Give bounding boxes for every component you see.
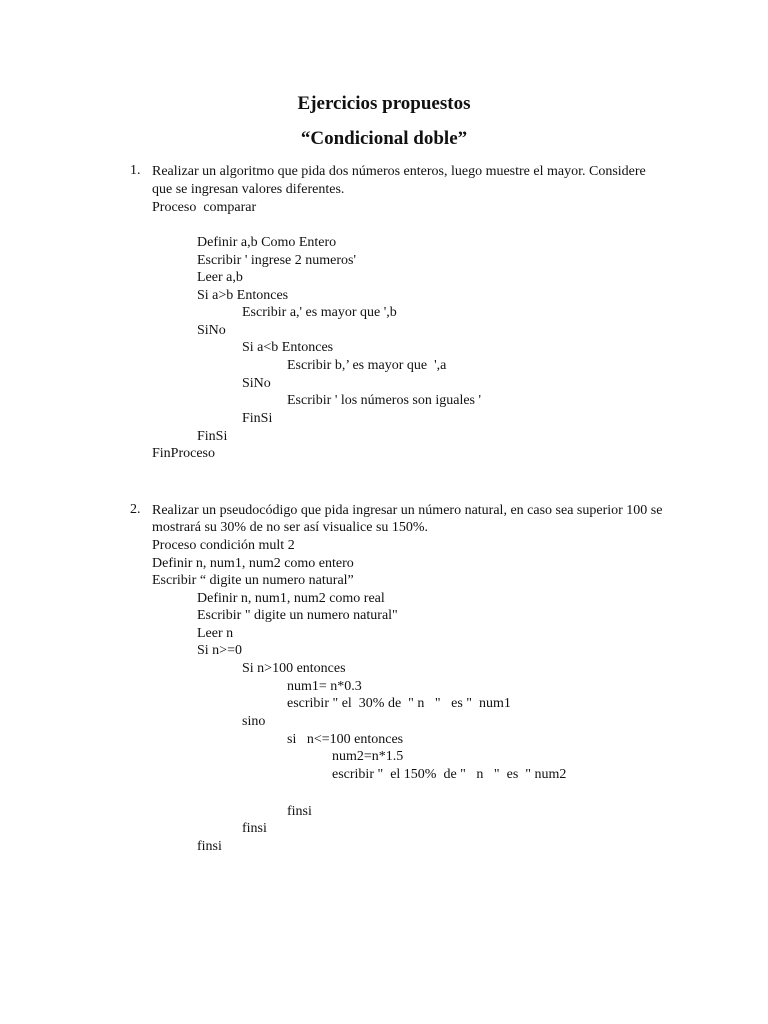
code-line: Escribir b,’ es mayor que ',a: [287, 358, 447, 373]
code-line: finsi: [197, 839, 222, 854]
code-line: num2=n*1.5: [332, 749, 404, 764]
exercise-number: 2.: [130, 502, 141, 517]
code-line: Leer n: [197, 626, 234, 641]
code-line: Escribir ' los números son iguales ': [287, 393, 482, 408]
code-line: Escribir " digite un numero natural": [197, 608, 398, 623]
code-line: Definir a,b Como Entero: [197, 235, 337, 250]
code-line: SiNo: [242, 376, 271, 391]
code-line: Si a>b Entonces: [197, 288, 289, 303]
exercise-statement-line: que se ingresan valores diferentes.: [152, 182, 345, 197]
code-line: Si n>100 entonces: [242, 661, 346, 676]
code-line: Definir n, num1, num2 como real: [197, 591, 385, 606]
code-line: SiNo: [197, 323, 226, 338]
code-line: Leer a,b: [197, 270, 243, 285]
exercise-statement-line: Realizar un pseudocódigo que pida ingresar un número natural, en caso sea superior 100 se: [152, 503, 663, 518]
page-title: Ejercicios propuestos: [297, 93, 471, 114]
code-line: Escribir a,' es mayor que ',b: [242, 305, 397, 320]
code-line: finsi: [242, 821, 267, 836]
code-line: FinProceso: [152, 446, 215, 461]
exercise-statement-line: mostrará su 30% de no ser así visualice su 150%.: [152, 520, 429, 535]
page-subtitle: “Condicional doble”: [300, 128, 468, 149]
code-line: Definir n, num1, num2 como entero: [152, 556, 354, 571]
code-line: FinSi: [197, 429, 228, 444]
code-line: FinSi: [242, 411, 273, 426]
code-line: Proceso condición mult 2: [152, 538, 295, 553]
exercise-number: 1.: [130, 163, 141, 178]
code-line: Si a<b Entonces: [242, 340, 334, 355]
code-line: escribir " el 30% de " n " es " num1: [287, 696, 511, 711]
code-line: si n<=100 entonces: [287, 732, 404, 747]
code-line: num1= n*0.3: [287, 679, 362, 694]
code-line: Escribir “ digite un numero natural”: [152, 573, 354, 588]
code-line: escribir " el 150% de " n " es " num2: [332, 767, 567, 782]
code-line: Proceso comparar: [152, 200, 257, 215]
code-line: finsi: [287, 804, 312, 819]
code-line: Si n>=0: [197, 643, 242, 658]
code-line: Escribir ' ingrese 2 numeros': [197, 253, 357, 268]
code-line: sino: [242, 714, 266, 729]
exercise-statement-line: Realizar un algoritmo que pida dos números enteros, luego muestre el mayor. Considere: [152, 164, 646, 179]
